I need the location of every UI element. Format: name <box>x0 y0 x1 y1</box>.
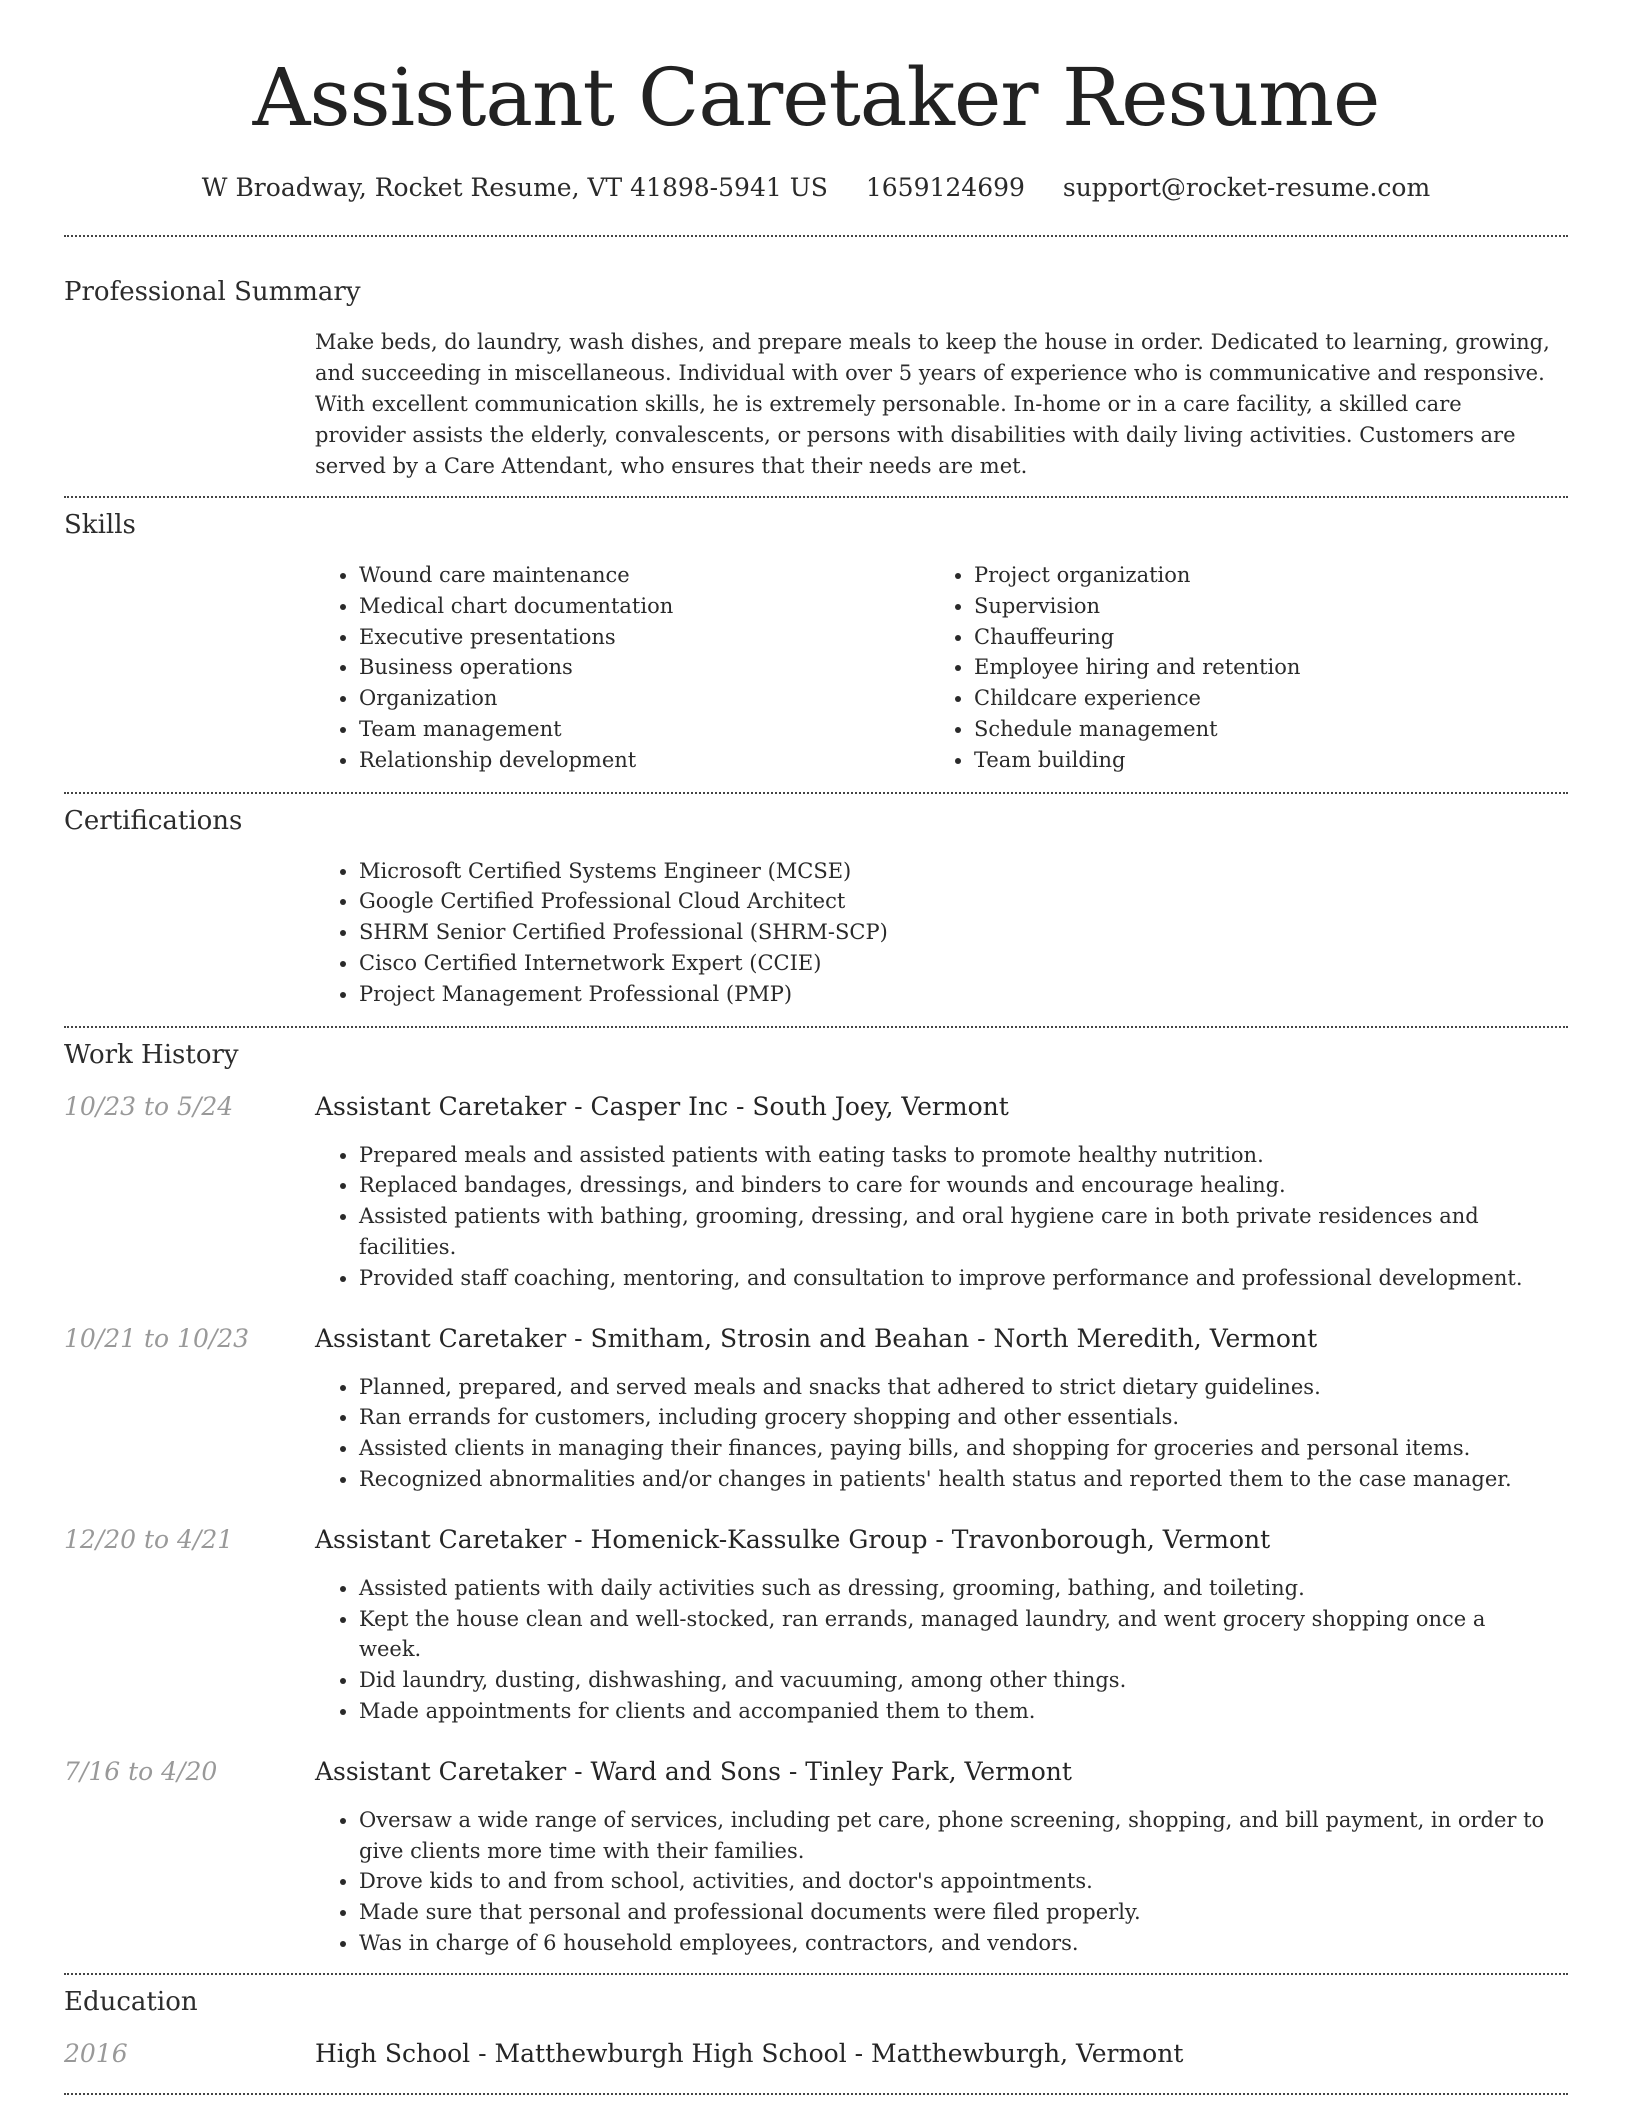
resume-page <box>64 0 1568 2095</box>
job-bullet: • Made sure that personal and professional documents were filed properly. <box>359 1897 1568 1928</box>
job-title: Assistant Caretaker - Homenick-Kassulke Group - Travonborough, Vermont <box>315 1524 1271 1554</box>
section-heading-education: Education <box>64 1986 198 2017</box>
summary-section <box>64 277 1568 482</box>
certification-item: • Microsoft Certified Systems Engineer (MCSE) <box>359 856 1568 887</box>
job-bullet: • Drove kids to and from school, activities, and doctor's appointments. <box>359 1866 1568 1897</box>
work-history-section <box>64 1040 1568 1959</box>
job-bullet: • Prepared meals and assisted patients with eating tasks to promote healthy nutrition. <box>359 1140 1568 1171</box>
job-bullet: • Was in charge of 6 household employees, contractors, and vendors. <box>359 1928 1568 1959</box>
skills-column-right <box>930 560 1545 776</box>
divider <box>64 235 1568 237</box>
contact-email: support@rocket-resume.com <box>1062 173 1431 202</box>
skill-item: • Business operations <box>359 652 930 683</box>
skills-section <box>64 510 1568 776</box>
job-entry <box>64 1092 1568 1294</box>
skill-item: • Employee hiring and retention <box>974 652 1545 683</box>
job-title: Assistant Caretaker - Smitham, Strosin and Beahan - North Meredith, Vermont <box>315 1323 1318 1353</box>
skills-columns <box>315 560 1568 776</box>
section-heading-summary: Professional Summary <box>64 277 361 307</box>
job-bullet: • Ran errands for customers, including grocery shopping and other essentials. <box>359 1402 1568 1433</box>
certification-item: • SHRM Senior Certified Professional (SHRM-SCP) <box>359 917 1568 948</box>
resume-title: Assistant Caretaker Resume <box>252 51 1380 144</box>
section-heading-certifications: Certifications <box>64 805 243 836</box>
certification-item: • Project Management Professional (PMP) <box>359 979 1568 1010</box>
contact-phone: 1659124699 <box>865 173 1025 202</box>
certification-item: • Cisco Certified Internetwork Expert (CCIE) <box>359 948 1568 979</box>
skill-item: • Childcare experience <box>974 683 1545 714</box>
job-dates: 10/21 to 10/23 <box>64 1323 250 1353</box>
skill-item: • Supervision <box>974 591 1545 622</box>
contact-address: W Broadway, Rocket Resume, VT 41898-5941 US <box>201 173 828 202</box>
divider <box>64 792 1568 794</box>
skill-item: • Medical chart documentation <box>359 591 930 622</box>
skill-item: • Organization <box>359 683 930 714</box>
job-dates: 12/20 to 4/21 <box>64 1524 234 1554</box>
job-entry <box>64 1324 1568 1495</box>
divider <box>64 1026 1568 1028</box>
job-bullet: • Planned, prepared, and served meals and snacks that adhered to strict dietary guidelines. <box>359 1372 1568 1403</box>
skill-item: • Chauffeuring <box>974 622 1545 653</box>
skill-item: • Wound care maintenance <box>359 560 930 591</box>
job-bullet: • Recognized abnormalities and/or changes in patients' health status and reported them to the case manager. <box>359 1464 1568 1495</box>
skill-item: • Schedule management <box>974 714 1545 745</box>
job-bullet: • Did laundry, dusting, dishwashing, and vacuuming, among other things. <box>359 1665 1568 1696</box>
job-title: Assistant Caretaker - Casper Inc - South Joey, Vermont <box>315 1091 1009 1121</box>
job-bullet: • Assisted patients with daily activities such as dressing, grooming, bathing, and toileting. <box>359 1573 1568 1604</box>
job-bullet: • Made appointments for clients and accompanied them to them. <box>359 1696 1568 1727</box>
skill-item: • Executive presentations <box>359 622 930 653</box>
job-entry <box>64 1525 1568 1727</box>
job-entry <box>64 1757 1568 1959</box>
contact-line <box>64 168 1568 208</box>
certification-item: • Google Certified Professional Cloud Architect <box>359 886 1568 917</box>
education-year: 2016 <box>64 2038 128 2068</box>
section-heading-work-history: Work History <box>64 1039 239 1070</box>
skill-item: • Team management <box>359 714 930 745</box>
job-bullet: • Kept the house clean and well-stocked, ran errands, managed laundry, and went grocery shopping once a week. <box>359 1604 1568 1666</box>
education-title: High School - Matthewburgh High School - Matthewburgh, Vermont <box>315 2038 1184 2068</box>
divider <box>64 496 1568 498</box>
job-bullet: • Assisted patients with bathing, grooming, dressing, and oral hygiene care in both private residences and facilities. <box>359 1201 1568 1263</box>
education-section <box>64 1987 1568 2079</box>
certifications-list <box>315 856 1568 1010</box>
skill-item: • Team building <box>974 745 1545 776</box>
skills-column-left <box>315 560 930 776</box>
summary-text: Make beds, do laundry, wash dishes, and prepare meals to keep the house in order. Dedicated to learning, growing, and succeeding in miscellaneous. Individual with over 5 years of experience who is communicative and responsive. With excellent communication skills, he is extremely personable. In-home or in a care facility, a skilled care provider assists the elderly, convalescents, or persons with disabilities with daily living activities. Customers are served by a Care Attendant, who ensures that their needs are met. <box>315 330 1550 478</box>
job-title: Assistant Caretaker - Ward and Sons - Tinley Park, Vermont <box>315 1756 1072 1786</box>
education-entry <box>64 2039 1568 2079</box>
job-dates: 10/23 to 5/24 <box>64 1091 234 1121</box>
job-bullet: • Assisted clients in managing their finances, paying bills, and shopping for groceries and personal items. <box>359 1433 1568 1464</box>
skill-item: • Relationship development <box>359 745 930 776</box>
divider <box>64 2093 1568 2095</box>
job-bullet: • Replaced bandages, dressings, and binders to care for wounds and encourage healing. <box>359 1170 1568 1201</box>
certifications-section <box>64 806 1568 1010</box>
job-bullet: • Provided staff coaching, mentoring, and consultation to improve performance and professional development. <box>359 1263 1568 1294</box>
job-bullet: • Oversaw a wide range of services, including pet care, phone screening, shopping, and bill payment, in order to give clients more time with their families. <box>359 1805 1568 1867</box>
section-heading-skills: Skills <box>64 510 136 540</box>
divider <box>64 1973 1568 1975</box>
job-dates: 7/16 to 4/20 <box>64 1756 218 1786</box>
skill-item: • Project organization <box>974 560 1545 591</box>
